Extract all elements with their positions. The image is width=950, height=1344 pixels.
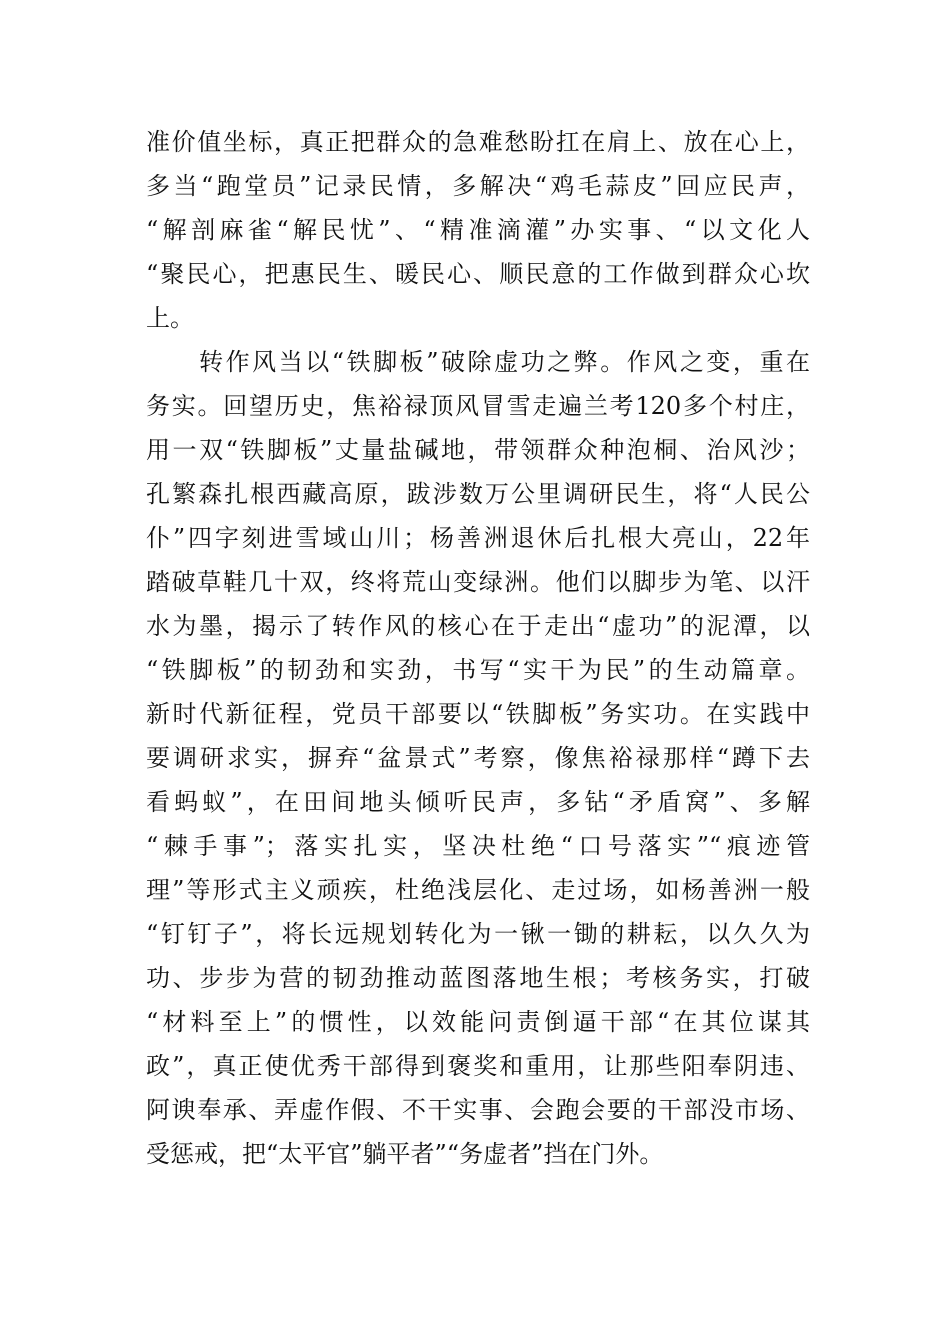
text-line: 仆”四字刻进雪域山川；杨善洲退休后扎根大亮山，22年 (146, 524, 810, 552)
text-line: 务实。回望历史，焦裕禄顶风冒雪走遍兰考120多个村庄， (146, 392, 810, 420)
text-line: “铁脚板”的韧劲和实劲，书写“实干为民”的生动篇章。 (146, 656, 810, 684)
text-line: 受惩戒，把“太平官”躺平者”“务虚者”挡在门外。 (146, 1140, 664, 1168)
text-line: “棘手事”；落实扎实，坚决杜绝“口号落实”“痕迹管 (146, 832, 810, 860)
text-line: “聚民心，把惠民生、暖民心、顺民意的工作做到群众心坎 (146, 260, 810, 288)
text-line: 看蚂蚁”，在田间地头倾听民声，多钻“矛盾窝”、多解 (146, 788, 810, 816)
text-line: 理”等形式主义顽疾，杜绝浅层化、走过场，如杨善洲一般 (146, 876, 810, 904)
text-line: 功、步步为营的韧劲推动蓝图落地生根；考核务实，打破 (146, 964, 810, 992)
text-line: 新时代新征程，党员干部要以“铁脚板”务实功。在实践中 (146, 700, 810, 728)
text-line: 政”，真正使优秀干部得到褒奖和重用，让那些阳奉阴违、 (146, 1052, 810, 1080)
text-line: “材料至上”的惯性，以效能问责倒逼干部“在其位谋其 (146, 1008, 810, 1036)
text-line: 踏破草鞋几十双，终将荒山变绿洲。他们以脚步为笔、以汗 (146, 568, 810, 596)
text-line: 水为墨，揭示了转作风的核心在于走出“虚功”的泥潭，以 (146, 612, 810, 640)
body-text (146, 120, 810, 1176)
text-line: 要调研求实，摒弃“盆景式”考察，像焦裕禄那样“蹲下去 (146, 744, 810, 772)
text-line: “解剖麻雀“解民忧”、“精准滴灌”办实事、“以文化人 (146, 216, 810, 244)
text-line: 孔繁森扎根西藏高原，跋涉数万公里调研民生，将“人民公 (146, 480, 810, 508)
text-line: 阿谀奉承、弄虚作假、不干实事、会跑会要的干部没市场、 (146, 1096, 810, 1124)
text-line: 多当“跑堂员”记录民情，多解决“鸡毛蒜皮”回应民声， (146, 172, 810, 200)
text-line: “钉钉子”，将长远规划转化为一锹一锄的耕耘，以久久为 (146, 920, 810, 948)
text-line: 上。 (146, 304, 194, 332)
paragraph-start-line: 转作风当以“铁脚板”破除虚功之弊。作风之变，重在 (146, 348, 810, 376)
text-line: 用一双“铁脚板”丈量盐碱地，带领群众种泡桐、治风沙； (146, 436, 810, 464)
text-line: 准价值坐标，真正把群众的急难愁盼扛在肩上、放在心上， (146, 128, 810, 156)
